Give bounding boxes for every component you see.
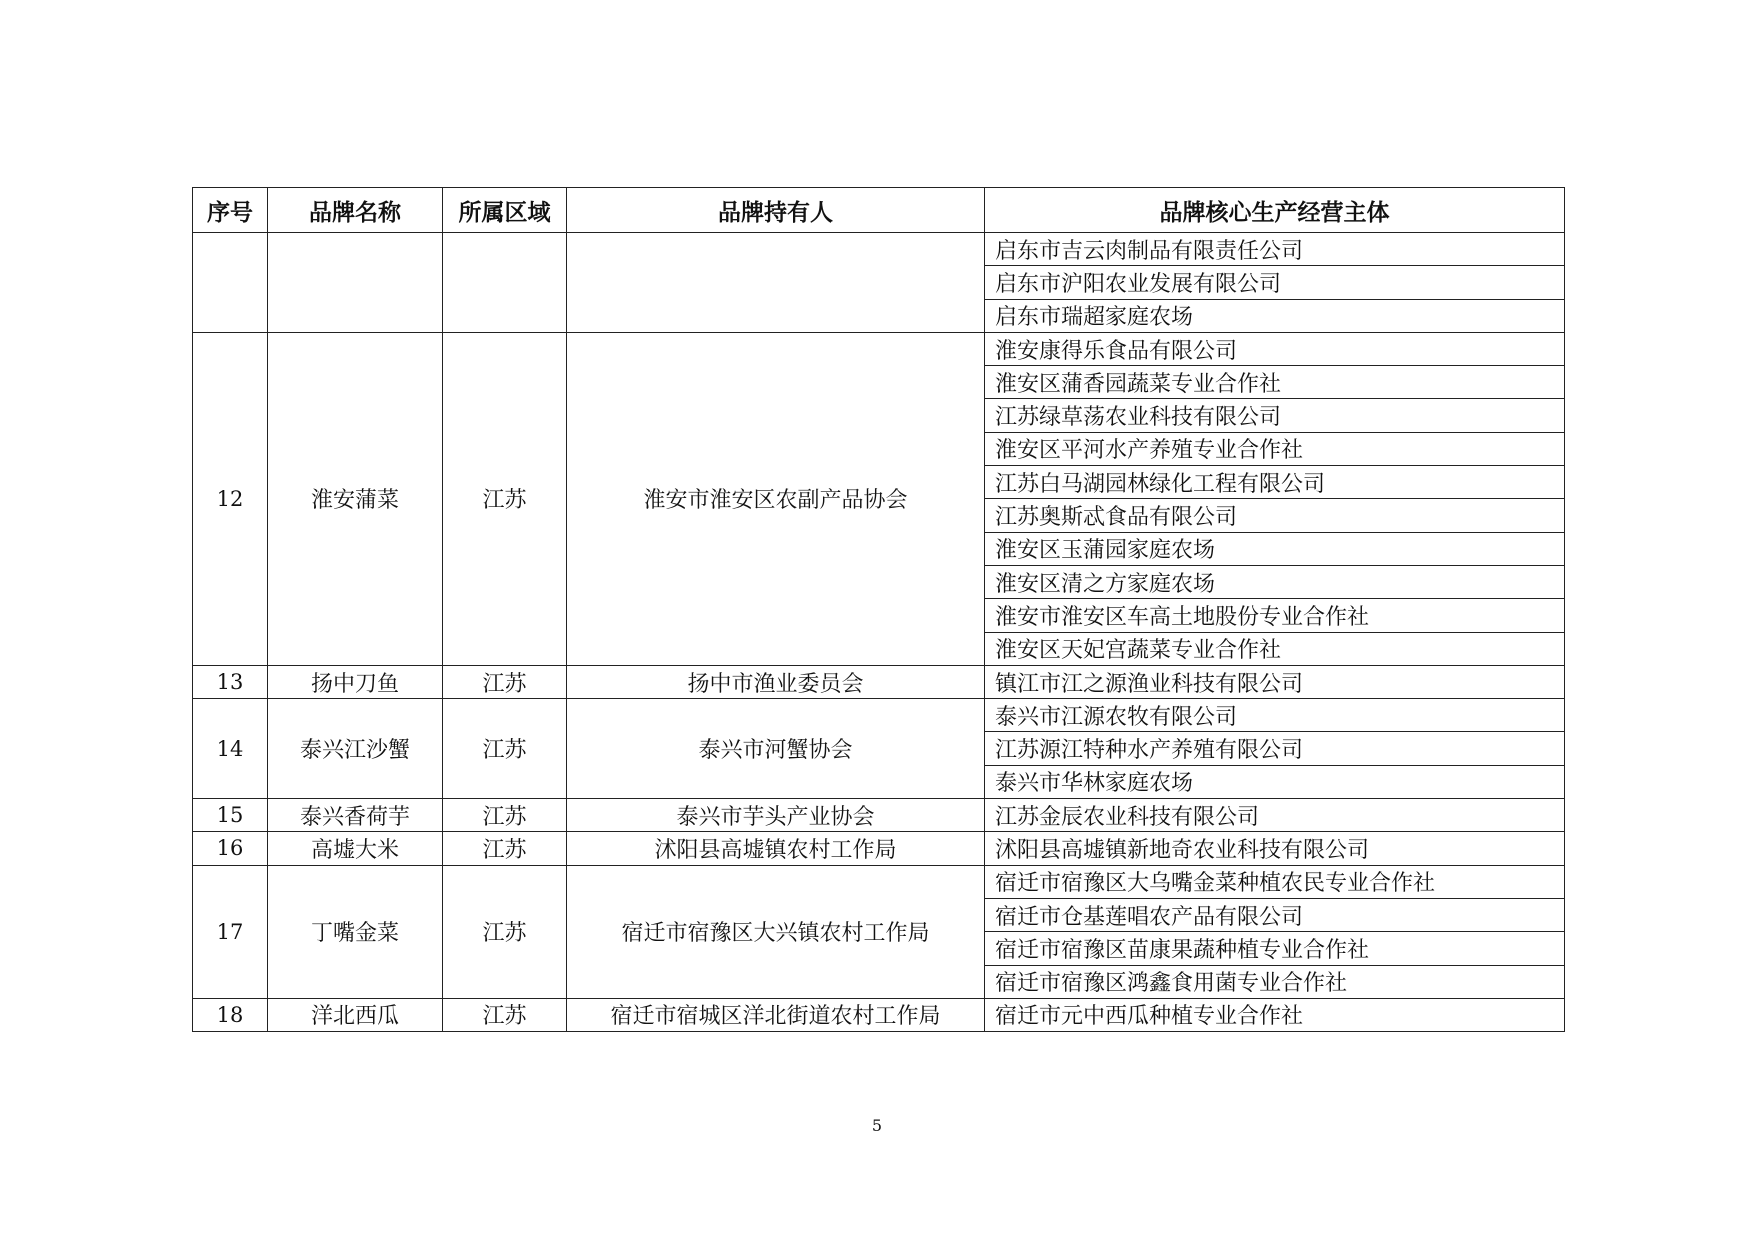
core-entity-cell: 江苏绿草荡农业科技有限公司 [985,399,1565,432]
core-entity-cell: 镇江市江之源渔业科技有限公司 [985,665,1565,698]
brand-holder-cell: 扬中市渔业委员会 [567,665,985,698]
brand-holder-cell: 泰兴市芋头产业协会 [567,799,985,832]
core-entity-cell: 启东市吉云肉制品有限责任公司 [985,233,1565,266]
core-entity-cell: 淮安区清之方家庭农场 [985,565,1565,598]
core-entity-cell: 江苏金辰农业科技有限公司 [985,799,1565,832]
core-entity-cell: 淮安区玉蒲园家庭农场 [985,532,1565,565]
brand-name-cell: 丁嘴金菜 [268,865,443,998]
header-brand-name: 品牌名称 [268,188,443,233]
serial-number-cell: 17 [193,865,268,998]
serial-number-cell: 12 [193,332,268,665]
region-cell: 江苏 [443,332,567,665]
table-header-row [193,188,1565,233]
region-cell: 江苏 [443,665,567,698]
core-entity-cell: 淮安康得乐食品有限公司 [985,332,1565,365]
core-entity-cell: 淮安区平河水产养殖专业合作社 [985,432,1565,465]
core-entity-cell: 宿迁市宿豫区鸿鑫食用菌专业合作社 [985,965,1565,998]
region-cell [443,233,567,333]
serial-number-cell: 14 [193,699,268,799]
region-cell: 江苏 [443,865,567,998]
brand-holder-cell: 宿迁市宿豫区大兴镇农村工作局 [567,865,985,998]
core-entity-cell: 启东市沪阳农业发展有限公司 [985,266,1565,299]
brand-holder-cell: 淮安市淮安区农副产品协会 [567,332,985,665]
table-row [193,865,1565,898]
brand-holder-cell [567,233,985,333]
brand-name-cell: 淮安蒲菜 [268,332,443,665]
core-entity-cell: 淮安区天妃宫蔬菜专业合作社 [985,632,1565,665]
header-region: 所属区域 [443,188,567,233]
table-row [193,665,1565,698]
core-entity-cell: 启东市瑞超家庭农场 [985,299,1565,332]
brand-holder-cell: 沭阳县高墟镇农村工作局 [567,832,985,865]
core-entity-cell: 淮安区蒲香园蔬菜专业合作社 [985,366,1565,399]
brand-name-cell: 洋北西瓜 [268,998,443,1031]
core-entity-cell: 宿迁市仓基莲唱农产品有限公司 [985,898,1565,931]
header-serial-number: 序号 [193,188,268,233]
table-row [193,998,1565,1031]
page-number: 5 [871,1116,883,1135]
core-entity-cell: 江苏源江特种水产养殖有限公司 [985,732,1565,765]
brand-holder-cell: 宿迁市宿城区洋北街道农村工作局 [567,998,985,1031]
table-row [193,699,1565,732]
header-brand-holder: 品牌持有人 [567,188,985,233]
serial-number-cell: 13 [193,665,268,698]
brand-name-cell: 泰兴香荷芋 [268,799,443,832]
core-entity-cell: 沭阳县高墟镇新地奇农业科技有限公司 [985,832,1565,865]
table-row [193,233,1565,266]
core-entity-cell: 泰兴市华林家庭农场 [985,765,1565,798]
table-row [193,799,1565,832]
serial-number-cell: 16 [193,832,268,865]
table-row [193,832,1565,865]
table-row [193,332,1565,365]
serial-number-cell: 18 [193,998,268,1031]
brand-name-cell [268,233,443,333]
core-entity-cell: 淮安市淮安区车高土地股份专业合作社 [985,599,1565,632]
core-entity-cell: 江苏白马湖园林绿化工程有限公司 [985,466,1565,499]
brand-name-cell: 扬中刀鱼 [268,665,443,698]
brand-holder-cell: 泰兴市河蟹协会 [567,699,985,799]
core-entity-cell: 江苏奥斯忒食品有限公司 [985,499,1565,532]
core-entity-cell: 宿迁市宿豫区大乌嘴金菜种植农民专业合作社 [985,865,1565,898]
region-cell: 江苏 [443,832,567,865]
brand-name-cell: 高墟大米 [268,832,443,865]
brand-name-cell: 泰兴江沙蟹 [268,699,443,799]
core-entity-cell: 宿迁市元中西瓜种植专业合作社 [985,998,1565,1031]
region-cell: 江苏 [443,699,567,799]
serial-number-cell [193,233,268,333]
brand-table [192,187,1565,1032]
core-entity-cell: 宿迁市宿豫区苗康果蔬种植专业合作社 [985,932,1565,965]
table-body [193,233,1565,1032]
region-cell: 江苏 [443,799,567,832]
region-cell: 江苏 [443,998,567,1031]
header-core-entities: 品牌核心生产经营主体 [985,188,1565,233]
serial-number-cell: 15 [193,799,268,832]
core-entity-cell: 泰兴市江源农牧有限公司 [985,699,1565,732]
